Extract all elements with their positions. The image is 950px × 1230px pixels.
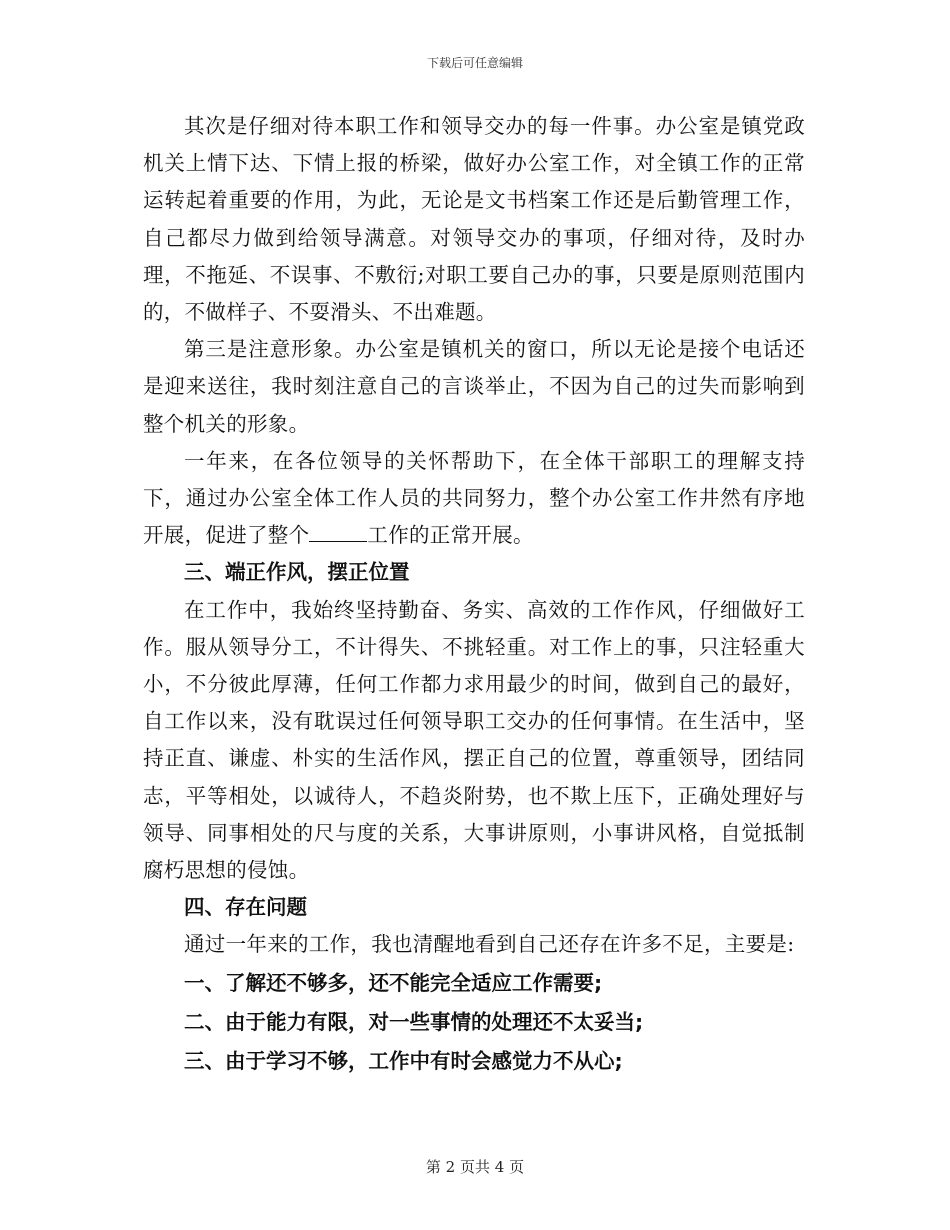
paragraph-image: 第三是注意形象。办公室是镇机关的窗口，所以无论是接个电话还是迎来送往，我时刻注意自己的言谈举止，不因为自己的过失而影响到整个机关的形象。 — [143, 337, 805, 436]
paragraph-problems-intro: 通过一年来的工作，我也清醒地看到自己还存在许多不足，主要是: — [184, 932, 795, 957]
paragraph-summary-text-a: 一年来，在各位领导的关怀帮助下，在全体干部职工的理解支持下，通过办公室全体工作人员的共同努力，整个办公室工作井然有序地开展，促进了整个 — [143, 448, 805, 548]
issue-item-3: 三、由于学习不够，工作中有时会感觉力不从心; — [184, 1048, 623, 1073]
fill-in-blank — [309, 525, 367, 542]
issue-item-1: 一、了解还不够多，还不能完全适应工作需要; — [184, 970, 603, 995]
paragraph-work-style: 在工作中，我始终坚持勤奋、务实、高效的工作作风，仔细做好工作。服从领导分工，不计得失、不挑轻重。对工作上的事，只注轻重大小，不分彼此厚薄，任何工作都力求用最少的时间，做到自己的最好，自工作以来，没有耽误过任何领导职工交办的任何事情。在生活中，坚持正直、谦虚、朴实的生活作风，摆正自己的位置，尊重领导，团结同志，平等相处，以诚待人，不趋炎附势，也不欺上压下，正确处理好与领导、同事相处的尺与度的关系，大事讲原则，小事讲风格，自觉抵制腐朽思想的侵蚀。 — [143, 597, 805, 883]
section-heading-four: 四、存在问题 — [184, 895, 307, 920]
paragraph-summary-text-b: 工作的正常开展。 — [367, 523, 534, 548]
header-note: 下载后可任意编辑 — [426, 56, 523, 70]
paragraph-diligence: 其次是仔细对待本职工作和领导交办的每一件事。办公室是镇党政机关上情下达、下情上报的桥梁，做好办公室工作，对全镇工作的正常运转起着重要的作用，为此，无论是文书档案工作还是后勤管理工作，自己都尽力做到给领导满意。对领导交办的事项，仔细对待，及时办理，不拖延、不误事、不敷衍;对职工要自己办的事，只要是原则范围内的，不做样子、不耍滑头、不出难题。 — [143, 114, 805, 325]
issue-item-2: 二、由于能力有限，对一些事情的处理还不太妥当; — [184, 1009, 644, 1034]
document-body — [143, 108, 805, 1081]
section-heading-three: 三、端正作风，摆正位置 — [184, 560, 410, 585]
paragraph-summary — [143, 443, 805, 555]
page-number: 第 2 页共 4 页 — [425, 1158, 525, 1176]
